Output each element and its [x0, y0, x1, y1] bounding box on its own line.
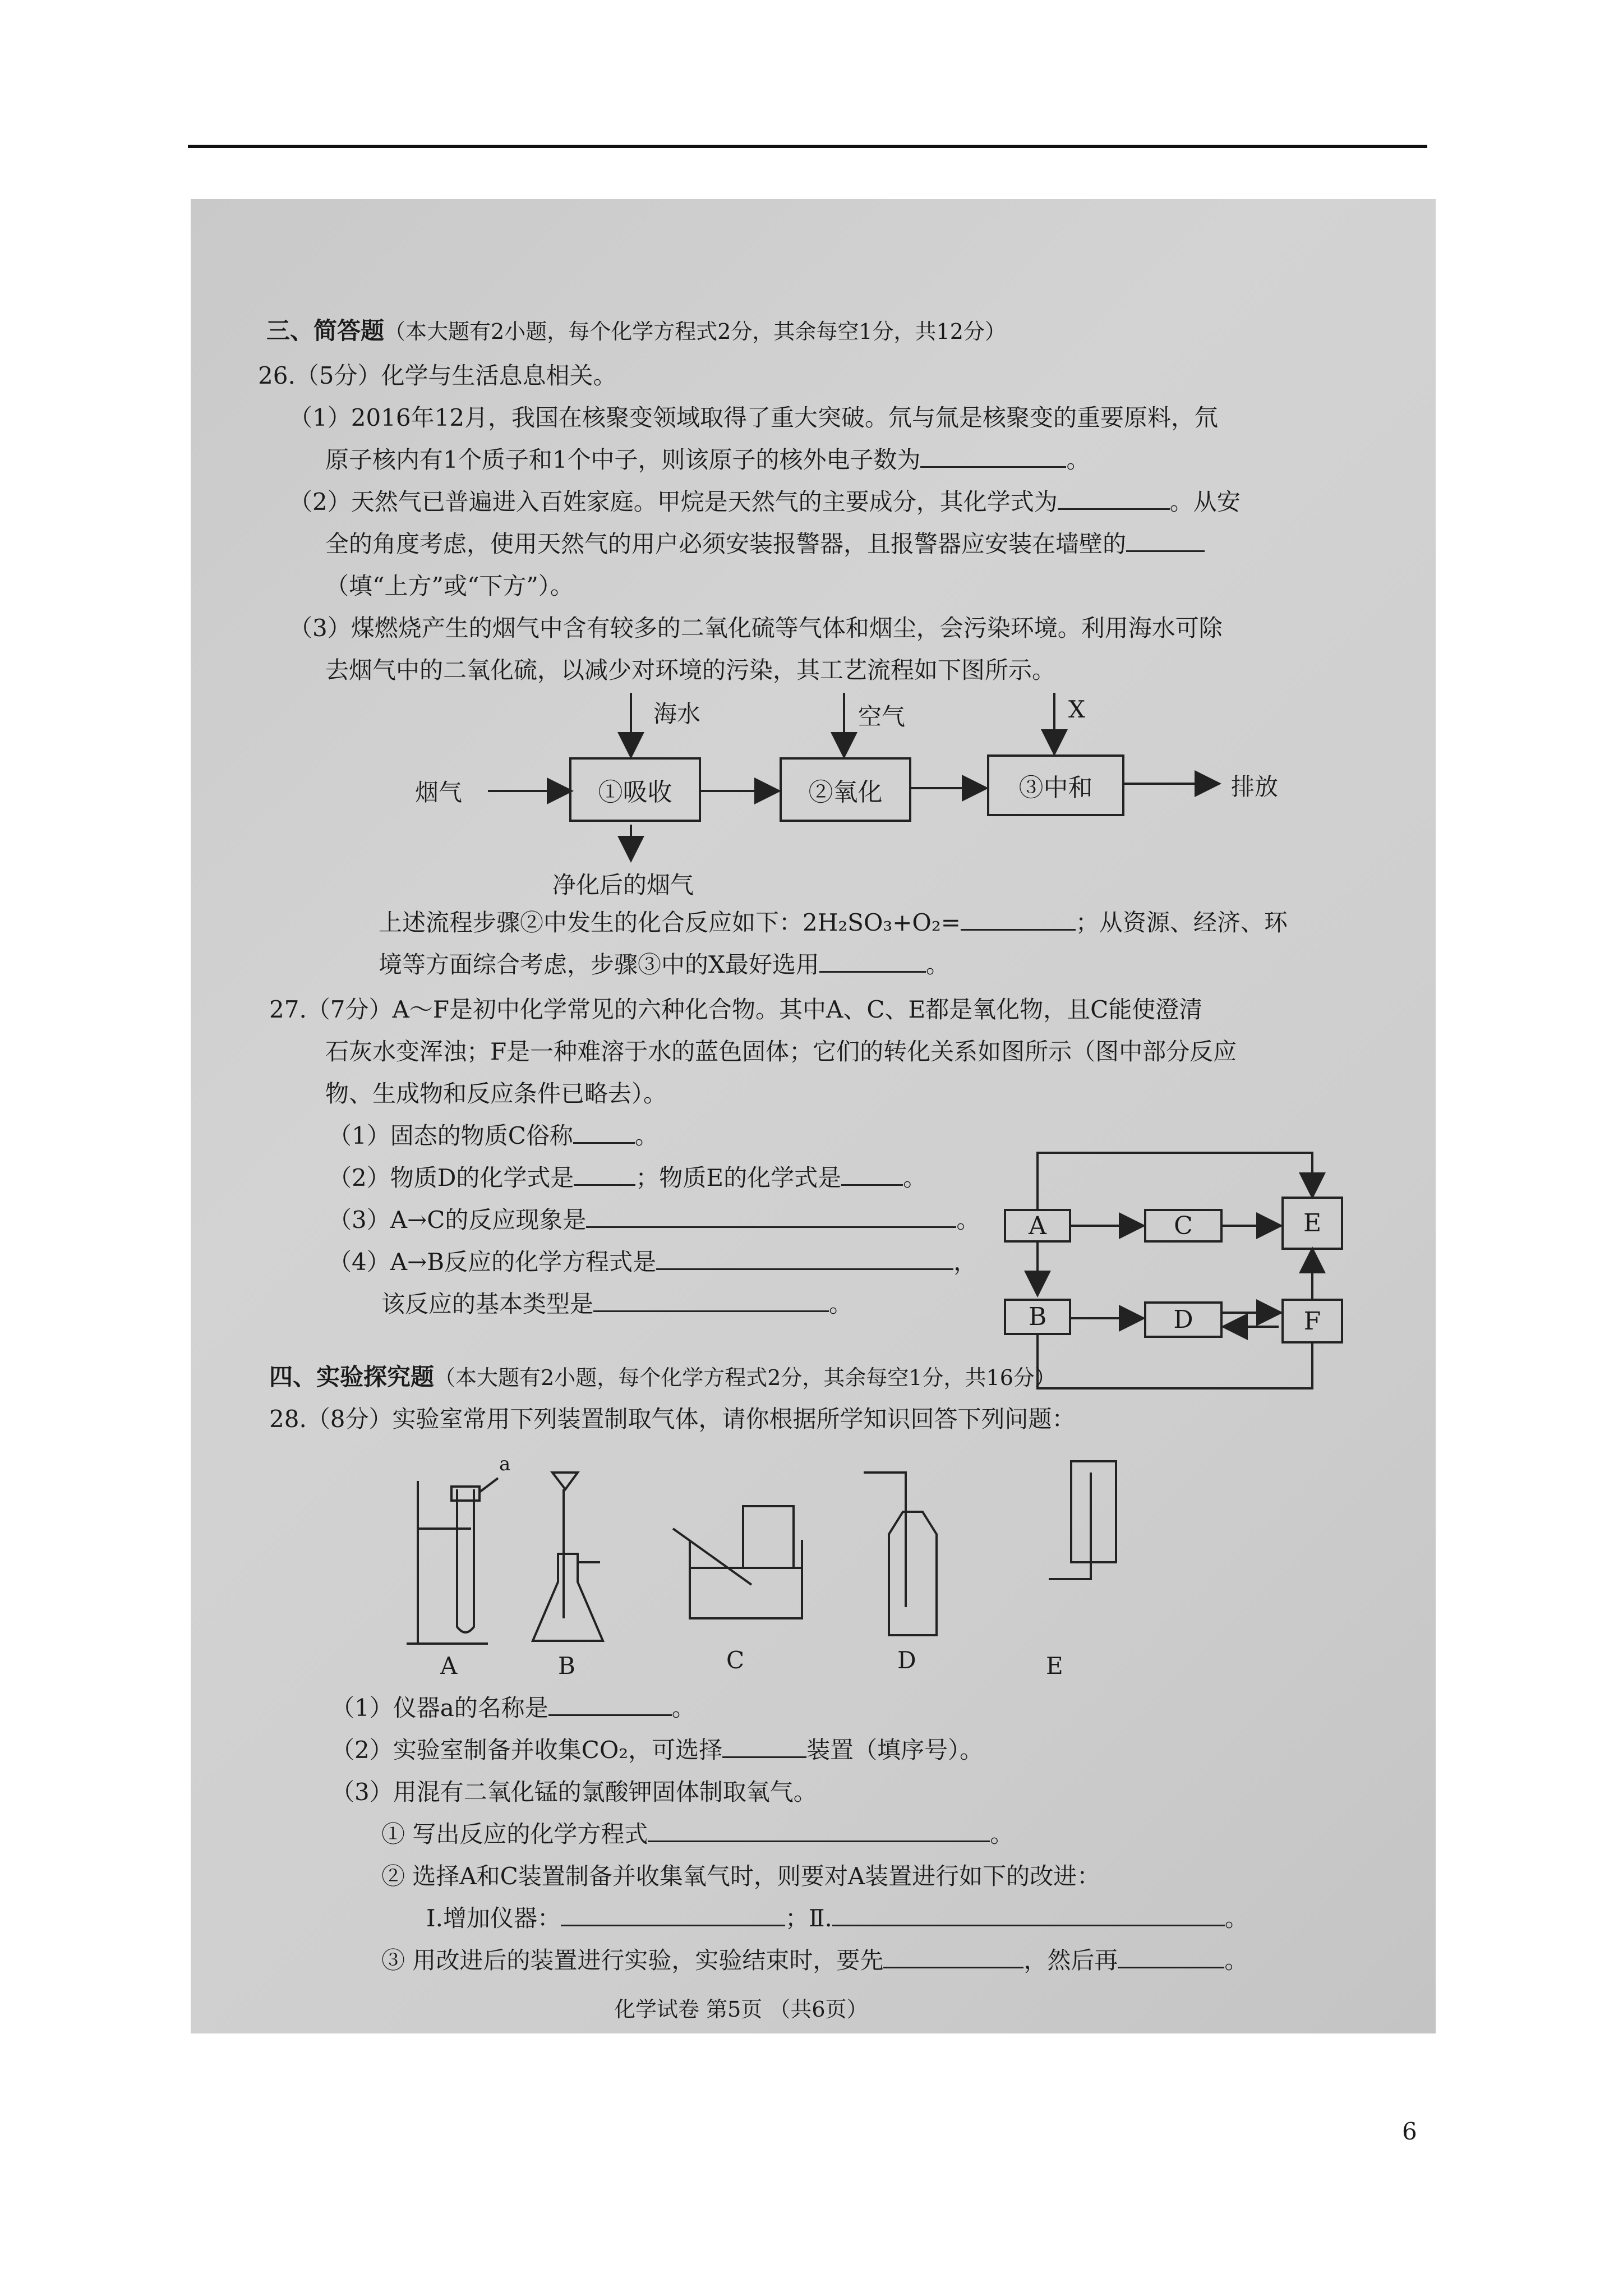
flow-input-air: 空气 — [858, 703, 906, 730]
apparatus-label-c: C — [726, 1646, 745, 1674]
q28-s3-1-text: ① 写出反应的化学方程式 — [381, 1820, 648, 1848]
q27-s2-end: 。 — [903, 1164, 927, 1191]
node-f — [1281, 1299, 1343, 1343]
q26-p2a-end: 。从安 — [1169, 488, 1241, 516]
q28-s3-1 — [381, 1820, 1013, 1848]
q28-s3-1-end: 。 — [990, 1820, 1014, 1848]
node-d — [1144, 1301, 1223, 1338]
section3-title: 三、简答题 — [266, 317, 385, 344]
mark-a: a — [499, 1453, 511, 1475]
answer-blank[interactable] — [722, 1740, 806, 1758]
q26-p4a-end: ；从资源、经济、环 — [1075, 909, 1288, 936]
q27-s2a-text: （2）物质D的化学式是 — [328, 1164, 574, 1191]
q27-s5 — [381, 1290, 852, 1318]
q28-s1 — [331, 1694, 695, 1722]
q27-s1-text: （1）固态的物质C俗称 — [328, 1122, 573, 1149]
q28-s2 — [331, 1736, 983, 1764]
q27-s1-end: 。 — [634, 1122, 658, 1149]
q27-s3-end: 。 — [956, 1206, 980, 1234]
flow-step-absorb-label: ①吸收 — [598, 777, 672, 807]
q28-s3-2b-end: 。 — [1224, 1904, 1248, 1932]
section4-note: （本大题有2小题，每个化学方程式2分，其余每空1分，共16分） — [434, 1365, 1056, 1390]
exam-photo — [191, 199, 1436, 2033]
q26-p4a-text: 上述流程步骤②中发生的化合反应如下：2H₂SO₃+O₂= — [379, 909, 961, 936]
q26-p3b: 去烟气中的二氧化硫，以减少对环境的污染，其工艺流程如下图所示。 — [325, 656, 1056, 684]
q26-p1a: （1）2016年12月，我国在核聚变领域取得了重大突破。氘与氚是核聚变的重要原料，氘 — [289, 404, 1219, 431]
apparatus-label-d: D — [897, 1646, 916, 1674]
flow-input-seawater: 海水 — [653, 700, 701, 728]
node-a-label: A — [1029, 1211, 1046, 1240]
answer-blank[interactable] — [832, 1908, 1225, 1926]
section4-heading — [269, 1363, 1056, 1391]
q28-s3-3-end: 。 — [1224, 1947, 1248, 1974]
answer-blank[interactable] — [961, 912, 1076, 931]
answer-blank[interactable] — [841, 1167, 903, 1186]
q26-head: 26.（5分）化学与生活息息相关。 — [258, 362, 617, 389]
q28-s3-3-text: ③ 用改进后的装置进行实验，实验结束时，要先 — [381, 1947, 884, 1974]
answer-blank[interactable] — [586, 1209, 956, 1228]
q27-s4 — [328, 1248, 977, 1276]
q27-head: 27.（7分）A～F是初中化学常见的六种化合物。其中A、C、E都是氧化物，且C能使澄清 — [269, 996, 1203, 1023]
answer-blank[interactable] — [561, 1908, 785, 1926]
flow-input-fluegas: 烟气 — [415, 779, 463, 806]
flow-step-neutralize-label: ③中和 — [1018, 774, 1093, 802]
answer-blank[interactable] — [574, 1167, 635, 1186]
node-e — [1281, 1197, 1343, 1250]
answer-blank[interactable] — [819, 954, 926, 973]
q27-s3-text: （3）A→C的反应现象是 — [328, 1206, 587, 1234]
apparatus-label-e: E — [1046, 1652, 1063, 1680]
node-a — [1004, 1209, 1071, 1243]
q26-p2c: （填“上方”或“下方”）。 — [325, 572, 574, 600]
section3-note: （本大题有2小题，每个化学方程式2分，其余每空1分，共12分） — [384, 319, 1006, 344]
paper-footer: 化学试卷 第5页 （共6页） — [614, 1997, 868, 2022]
q27-s2 — [328, 1164, 926, 1192]
q27-s4-end: ， — [953, 1248, 978, 1276]
q26-p4b — [379, 951, 949, 979]
q27-s1 — [328, 1122, 658, 1150]
q28-s3-2-items — [426, 1904, 1248, 1932]
node-c-label: C — [1174, 1211, 1193, 1240]
apparatus-label-b: B — [558, 1652, 575, 1680]
q27-s3 — [328, 1206, 980, 1234]
node-f-label: F — [1303, 1306, 1321, 1336]
q26-p2b-text: 全的角度考虑，使用天然气的用户必须安装报警器，且报警器应安装在墙壁的 — [325, 530, 1127, 558]
q28-s2-end: 装置（填序号）。 — [806, 1736, 984, 1764]
q27-l2: 石灰水变浑浊；F是一种难溶于水的蓝色固体；它们的转化关系如图所示（图中部分反应 — [325, 1038, 1237, 1065]
node-b-label: B — [1028, 1303, 1047, 1331]
q28-s1-text: （1）仪器a的名称是 — [331, 1694, 548, 1722]
q27-s5-text: 该反应的基本类型是 — [381, 1290, 594, 1318]
node-c — [1144, 1209, 1223, 1243]
flow-step-neutralize — [987, 754, 1124, 816]
section4-title: 四、实验探究题 — [269, 1363, 435, 1391]
q28-head: 28.（8分）实验室常用下列装置制取气体，请你根据所学知识回答下列问题： — [269, 1405, 1076, 1433]
answer-blank[interactable] — [648, 1824, 990, 1842]
node-b — [1004, 1299, 1071, 1335]
answer-blank[interactable] — [883, 1950, 1023, 1968]
flow-step-oxidize — [780, 757, 911, 822]
header-rule — [188, 145, 1427, 148]
q26-p1b-text: 原子核内有1个质子和1个中子，则该原子的核外电子数为 — [325, 446, 921, 473]
q27-s2b-text: ；物质E的化学式是 — [635, 1164, 842, 1191]
q28-s3: （3）用混有二氧化锰的氯酸钾固体制取氧气。 — [331, 1778, 817, 1806]
q26-p2a-text: （2）天然气已普遍进入百姓家庭。甲烷是天然气的主要成分，其化学式为 — [289, 488, 1058, 516]
apparatus-label-a: A — [440, 1652, 458, 1680]
page-number: 6 — [1402, 2118, 1417, 2145]
q28-s3-2a-text: Ⅰ.增加仪器： — [426, 1904, 561, 1932]
q28-s3-2: ② 选择A和C装置制备并收集氧气时，则要对A装置进行如下的改进： — [381, 1862, 1101, 1890]
q27-s5-end: 。 — [829, 1290, 853, 1318]
q27-l3: 物、生成物和反应条件已略去）。 — [325, 1080, 667, 1107]
flow-output-clean-gas: 净化后的烟气 — [552, 871, 694, 899]
q28-s2-text: （2）实验室制备并收集CO₂，可选择 — [331, 1736, 723, 1764]
q28-s3-2b-text: ；Ⅱ. — [785, 1904, 832, 1932]
answer-blank[interactable] — [656, 1251, 953, 1270]
answer-blank[interactable] — [593, 1294, 829, 1312]
q28-s3-3 — [381, 1947, 1248, 1975]
flow-output-discharge: 排放 — [1231, 773, 1279, 800]
q26-p1b-end: 。 — [1066, 446, 1090, 473]
flow-step-absorb — [569, 757, 701, 822]
flow-input-x: X — [1068, 696, 1085, 723]
q26-p3a: （3）煤燃烧产生的烟气中含有较多的二氧化硫等气体和烟尘，会污染环境。利用海水可除 — [289, 614, 1223, 642]
node-e-label: E — [1303, 1209, 1322, 1237]
answer-blank[interactable] — [1118, 1950, 1224, 1968]
q26-p4a — [379, 909, 1288, 937]
q28-s3-3b-text: ，然后再 — [1023, 1947, 1118, 1974]
flow-step-oxidize-label: ②氧化 — [808, 777, 883, 807]
answer-blank[interactable] — [548, 1697, 672, 1716]
q26-p4b-end: 。 — [925, 951, 949, 978]
node-d-label: D — [1173, 1305, 1193, 1334]
q26-p4b-text: 境等方面综合考虑，步骤③中的X最好选用 — [379, 951, 819, 978]
answer-blank[interactable] — [573, 1125, 635, 1144]
q27-s4-text: （4）A→B反应的化学方程式是 — [328, 1248, 657, 1276]
q28-s1-end: 。 — [671, 1694, 695, 1722]
